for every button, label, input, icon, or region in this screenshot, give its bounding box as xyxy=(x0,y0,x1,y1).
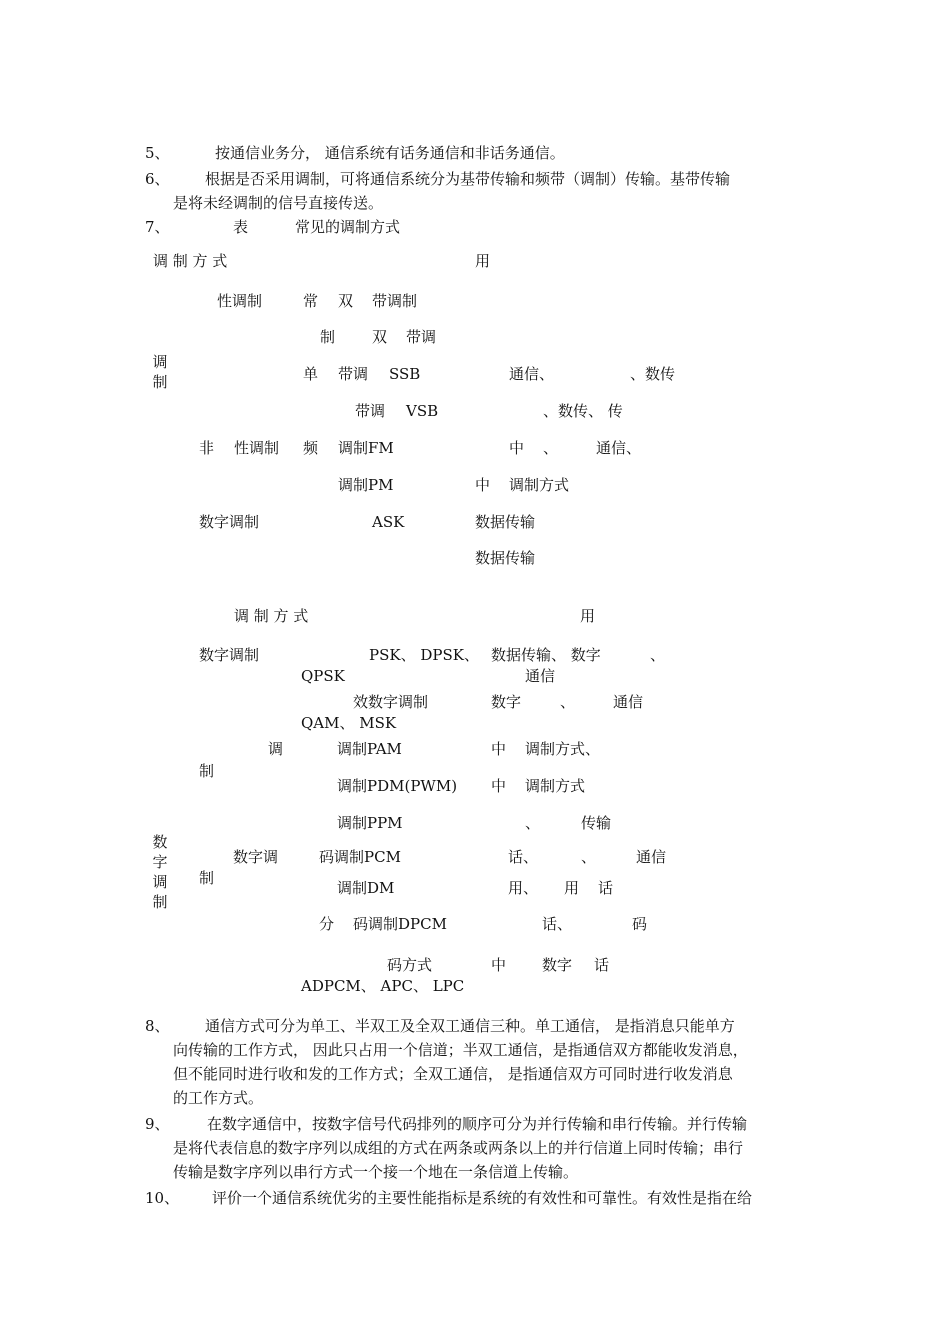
item-number: 10、 xyxy=(145,1189,180,1207)
table-caption-label: 表 xyxy=(233,218,249,236)
table-cell: 制 xyxy=(199,762,215,780)
table-cell: 中 xyxy=(491,740,507,758)
table-cell: 性调制 xyxy=(234,439,280,457)
item-text-line: 通信方式可分为单工、半双工及全双工通信三种。单工通信， 是指消息只能单方 xyxy=(205,1017,735,1035)
item-number: 7、 xyxy=(145,218,170,236)
table-cell: 非 xyxy=(199,439,215,457)
item-number: 6、 xyxy=(145,170,170,188)
table-cell: 调制FM xyxy=(338,439,394,457)
table-group-label: 数字调制 xyxy=(152,833,168,911)
table-cell: 频 xyxy=(303,439,319,457)
table-cell: 、数传、 传 xyxy=(543,402,623,420)
table-caption-title: 常见的调制方式 xyxy=(295,218,401,236)
table-cell: 制 xyxy=(199,869,215,887)
table-cell: 话 xyxy=(598,879,614,897)
table-header-use: 用 xyxy=(580,607,596,625)
table-cell: ASK xyxy=(372,513,405,531)
table-cell: 常 xyxy=(303,292,319,310)
table-cell: 数字调制 xyxy=(199,646,260,664)
table-header-method: 调 制 方 式 xyxy=(153,252,228,270)
table-cell: 码调制PCM xyxy=(319,848,401,866)
table-cell: 数字 xyxy=(491,693,522,711)
table-cell: 、 xyxy=(525,814,541,832)
table-cell: 调制方式、 xyxy=(525,740,601,758)
item-number: 8、 xyxy=(145,1017,170,1035)
table-cell: 传输 xyxy=(581,814,612,832)
table-cell: 数字 xyxy=(542,956,573,974)
item-text-line: 根据是否采用调制，可将通信系统分为基带传输和频带（调制）传输。基带传输 xyxy=(205,170,731,188)
table-cell: 中 xyxy=(491,777,507,795)
table-cell: 数据传输 xyxy=(475,549,536,567)
table-cell: 码调制DPCM xyxy=(353,915,447,933)
table-cell: 中 xyxy=(475,476,491,494)
table-cell: 、 xyxy=(581,848,597,866)
table-cell: 通信 xyxy=(525,667,556,685)
table-cell: 用、 xyxy=(508,879,539,897)
table-cell: 调制PM xyxy=(338,476,394,494)
table-cell: VSB xyxy=(406,402,439,420)
table-cell: 、 xyxy=(560,693,576,711)
table-cell: 通信 xyxy=(613,693,644,711)
item-text-line: 在数字通信中，按数字信号代码排列的顺序可分为并行传输和串行传输。并行传输 xyxy=(207,1115,748,1133)
table-cell: 数字调 xyxy=(233,848,279,866)
item-text-line: 传输是数字序列以串行方式一个接一个地在一条信道上传输。 xyxy=(173,1163,579,1181)
table-cell: 制 xyxy=(320,328,336,346)
table-cell: 数据传输、 数字 xyxy=(491,646,601,664)
table-cell: 数据传输 xyxy=(475,513,536,531)
table-cell: 话、 xyxy=(542,915,573,933)
item-text-line: 的工作方式。 xyxy=(173,1089,264,1107)
table-cell: 双 xyxy=(338,292,354,310)
item-text-line: 是将未经调制的信号直接传送。 xyxy=(173,194,384,212)
table-cell: 调制方式 xyxy=(525,777,586,795)
item-number: 9、 xyxy=(145,1115,170,1133)
table-header-method: 调 制 方 式 xyxy=(234,607,309,625)
table-cell: QPSK xyxy=(301,667,345,685)
table-cell: 效数字调制 xyxy=(353,693,429,711)
table-cell: 通信、 xyxy=(596,439,642,457)
table-cell: QAM、 MSK xyxy=(301,714,397,732)
table-cell: 调制方式 xyxy=(509,476,570,494)
table-cell: 用 xyxy=(564,879,580,897)
table-cell: 性调制 xyxy=(217,292,263,310)
table-cell: 调制PPM xyxy=(337,814,403,832)
item-number: 5、 xyxy=(145,144,170,162)
item-text-line: 但不能同时进行收和发的工作方式；全双工通信， 是指通信双方可同时进行收发消息 xyxy=(173,1065,733,1083)
table-cell: 分 xyxy=(319,915,335,933)
table-cell: 调制DM xyxy=(337,879,395,897)
table-header-use: 用 xyxy=(475,252,491,270)
table-cell: 调 xyxy=(268,740,284,758)
table-cell: 中 xyxy=(509,439,525,457)
table-cell: PSK、 DPSK、 xyxy=(369,646,479,664)
table-cell: 话 xyxy=(594,956,610,974)
table-cell: 调制PDM(PWM) xyxy=(337,777,458,795)
table-cell: 话、 xyxy=(508,848,539,866)
table-cell: 码 xyxy=(632,915,648,933)
table-cell: 、 xyxy=(543,439,559,457)
table-cell: 双 xyxy=(372,328,388,346)
table-cell: 码方式 xyxy=(387,956,433,974)
table-cell: 中 xyxy=(491,956,507,974)
item-text-line: 向传输的工作方式， 因此只占用一个信道；半双工通信，是指通信双方都能收发消息， xyxy=(173,1041,748,1059)
table-group-label: 调制 xyxy=(152,353,168,391)
table-cell: ADPCM、 APC、 LPC xyxy=(301,977,465,995)
table-cell: 数字调制 xyxy=(199,513,260,531)
table-cell: 带调 xyxy=(338,365,369,383)
table-cell: 通信 xyxy=(636,848,667,866)
table-cell: 带调 xyxy=(406,328,437,346)
item-text-line: 评价一个通信系统优劣的主要性能指标是系统的有效性和可靠性。有效性是指在给 xyxy=(212,1189,753,1207)
table-cell: 带调制 xyxy=(372,292,418,310)
table-cell: 通信、 xyxy=(509,365,555,383)
table-cell: 、数传 xyxy=(630,365,676,383)
table-cell: SSB xyxy=(389,365,421,383)
item-text-line: 是将代表信息的数字序列以成组的方式在两条或两条以上的并行信道上同时传输；串行 xyxy=(173,1139,744,1157)
item-text-line: 按通信业务分， 通信系统有话务通信和非话务通信。 xyxy=(215,144,565,162)
table-cell: 调制PAM xyxy=(337,740,402,758)
table-cell: 、 xyxy=(650,646,666,664)
table-cell: 带调 xyxy=(355,402,386,420)
table-cell: 单 xyxy=(303,365,319,383)
